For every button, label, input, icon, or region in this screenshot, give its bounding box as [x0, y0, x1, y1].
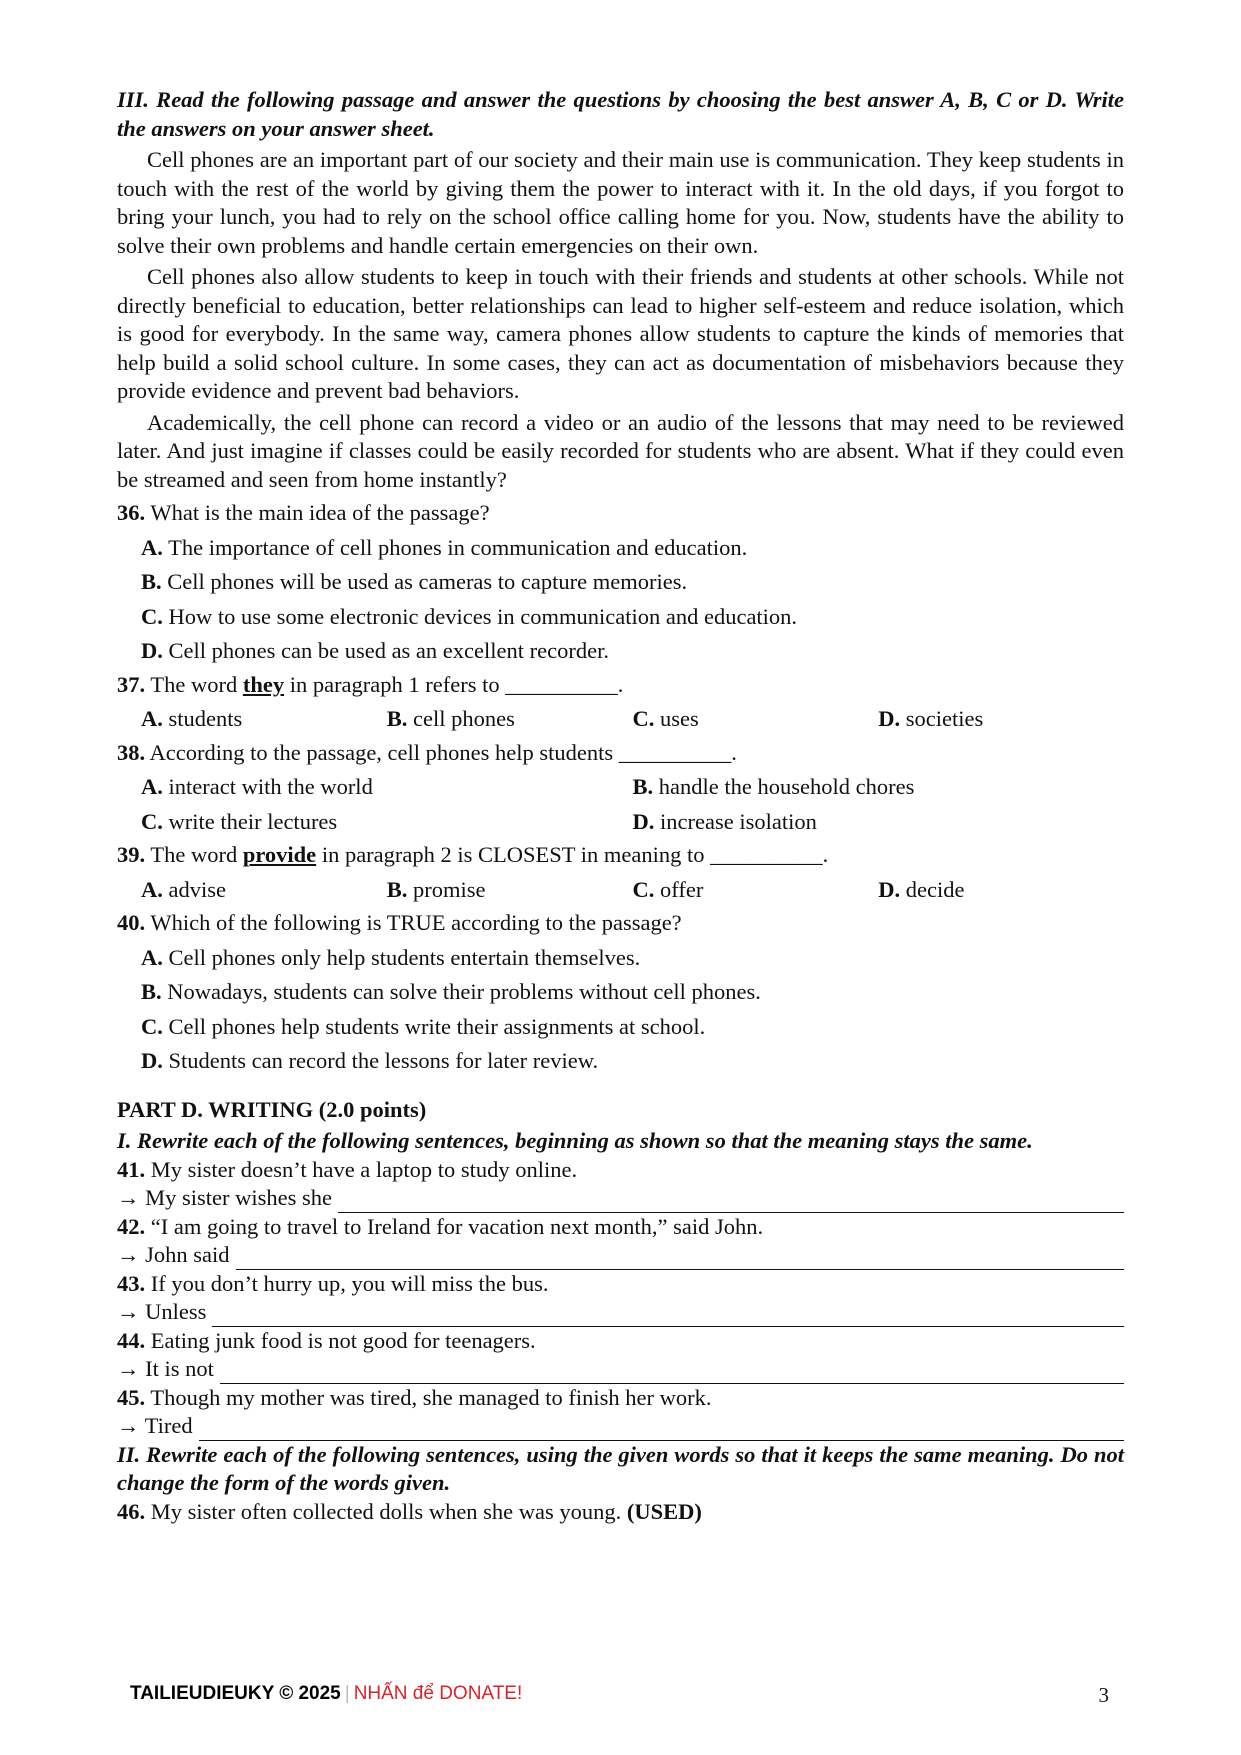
- rewrite-item-46: 46. My sister often collected dolls when she was young. (USED): [117, 1498, 702, 1524]
- keyword-they: they: [242, 671, 285, 697]
- passage-paragraph-2: Cell phones also allow students to keep in touch with their friends and students at other schools. While not directly beneficial to education, better relationships can lead to higher self-esteem and reduce isolation, which is good for everybody. In the same way, camera phones allow students to capture the kinds of memories that help build a solid school culture. In some cases, they can act as documentation of misbehaviors because they provide evidence and prevent bad behaviors.: [117, 264, 1124, 403]
- q40-option-c[interactable]: C. Cell phones help students write their assignments at school.: [141, 1013, 706, 1039]
- answer-line-45[interactable]: [199, 1420, 1124, 1441]
- page-number: 3: [1098, 1683, 1109, 1707]
- q40-option-d[interactable]: D. Students can record the lessons for later review.: [141, 1048, 599, 1073]
- rewrite-item-41: 41. My sister doesn’t have a laptop to study online. → My sister wishes she: [117, 1156, 1124, 1213]
- document-page: [117, 86, 1124, 1526]
- q40-option-a[interactable]: A. Cell phones only help students entertain themselves.: [141, 944, 641, 970]
- answer-line-41[interactable]: [338, 1192, 1124, 1213]
- q37-options: [117, 705, 1124, 734]
- q36-option-c[interactable]: C. How to use some electronic devices in communication and education.: [141, 603, 798, 629]
- answer-line-42[interactable]: [236, 1249, 1125, 1270]
- question-40: 40. Which of the following is TRUE according to the passage?: [117, 910, 682, 935]
- q37-option-a[interactable]: A. students: [141, 706, 243, 731]
- section-heading: III. Read the following passage and answer the questions by choosing the best answer A, B, C or D. Write the answers on your answer sheet.: [117, 87, 1124, 141]
- answer-line-44[interactable]: [220, 1363, 1124, 1384]
- q38-options-row-1: [117, 773, 1124, 802]
- q37-option-d[interactable]: D. societies: [878, 706, 984, 731]
- given-word: (USED): [626, 1498, 702, 1524]
- passage-paragraph-3: Academically, the cell phone can record a video or an audio of the lessons that may need to be reviewed later. And just imagine if classes could be easily recorded for students who are absent. What if they could even be streamed and seen from home instantly?: [117, 409, 1124, 492]
- rewrite-item-45: 45. Though my mother was tired, she managed to finish her work. → Tired: [117, 1384, 1124, 1441]
- q38-option-b[interactable]: B. handle the household chores: [632, 774, 915, 799]
- q36-option-b[interactable]: B. Cell phones will be used as cameras to capture memories.: [141, 569, 688, 594]
- q39-options: [117, 876, 1124, 905]
- footer-brand: TAILIEUDIEUKY © 2025: [130, 1683, 341, 1704]
- rewrite-heading-1: I. Rewrite each of the following sentences, beginning as shown so that the meaning stays the same.: [117, 1128, 1033, 1153]
- page-footer: [130, 1683, 1120, 1713]
- q37-option-b[interactable]: B. cell phones: [386, 706, 515, 731]
- q38-option-c[interactable]: C. write their lectures: [141, 808, 338, 834]
- q38-option-a[interactable]: A. interact with the world: [141, 774, 373, 799]
- q38-option-d[interactable]: D. increase isolation: [632, 808, 817, 834]
- q36-option-a[interactable]: A. The importance of cell phones in communication and education.: [141, 534, 748, 560]
- rewrite-item-42: 42. “I am going to travel to Ireland for vacation next month,” said John. → John said: [117, 1213, 1124, 1270]
- q39-option-b[interactable]: B. promise: [386, 876, 486, 902]
- question-37: 37. The word they in paragraph 1 refers to __________.: [117, 671, 624, 697]
- donate-link[interactable]: NHẤN để DONATE!: [353, 1683, 523, 1704]
- keyword-provide: provide: [242, 842, 317, 867]
- answer-line-43[interactable]: [212, 1306, 1124, 1327]
- q39-option-d[interactable]: D. decide: [878, 876, 965, 902]
- q39-option-a[interactable]: A. advise: [141, 876, 226, 902]
- q37-option-c[interactable]: C. uses: [632, 706, 699, 731]
- rewrite-item-43: 43. If you don’t hurry up, you will miss the bus. → Unless: [117, 1270, 1124, 1327]
- q36-option-d[interactable]: D. Cell phones can be used as an excellent recorder.: [141, 638, 609, 663]
- part-d-title: PART D. WRITING (2.0 points): [117, 1096, 427, 1122]
- q40-option-b[interactable]: B. Nowadays, students can solve their problems without cell phones.: [141, 979, 761, 1004]
- rewrite-item-44: 44. Eating junk food is not good for teenagers. → It is not: [117, 1327, 1124, 1384]
- question-36: 36. What is the main idea of the passage?: [117, 500, 490, 525]
- question-39: 39. The word provide in paragraph 2 is CLOSEST in meaning to __________.: [117, 842, 829, 867]
- q38-options-row-2: [117, 808, 1124, 837]
- rewrite-heading-2: II. Rewrite each of the following sentences, using the given words so that it keeps the same meaning. Do not change the form of the words given.: [117, 1441, 1124, 1495]
- q39-option-c[interactable]: C. offer: [632, 876, 704, 902]
- footer-separator: |: [344, 1683, 350, 1704]
- question-38: 38. According to the passage, cell phones help students __________.: [117, 739, 737, 765]
- passage-paragraph-1: Cell phones are an important part of our society and their main use is communication. They keep students in touch with the rest of the world by giving them the power to interact with it. In the old days, if you forgot to bring your lunch, you had to rely on the school office calling home for you. Now, students have the ability to solve their own problems and handle certain emergencies on their own.: [117, 147, 1124, 258]
